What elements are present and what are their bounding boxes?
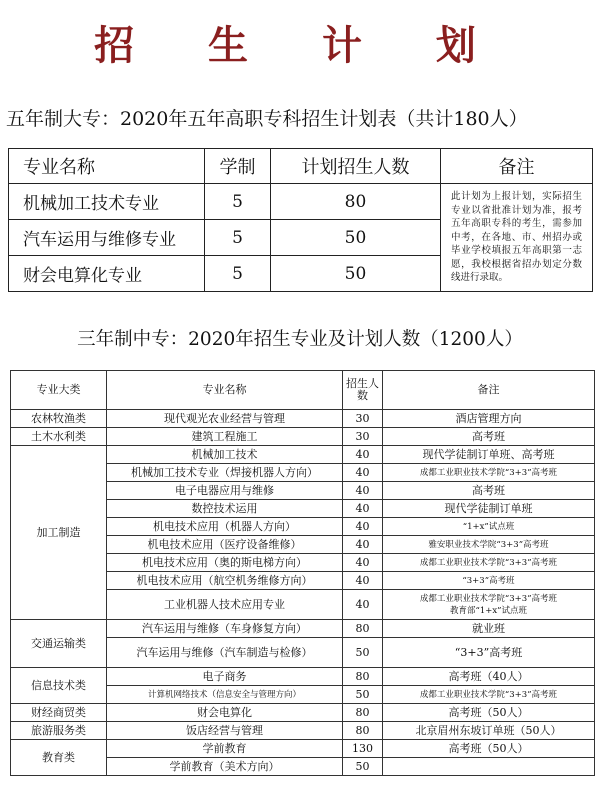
major-name: 饭店经营与管理 [107, 722, 343, 740]
header-major: 专业名称 [9, 149, 205, 184]
major-name: 建筑工程施工 [107, 428, 343, 446]
enroll-count: 80 [343, 668, 383, 686]
plan-count: 80 [271, 184, 441, 220]
enroll-count: 80 [343, 704, 383, 722]
enroll-count: 30 [343, 410, 383, 428]
major-name: 电子电器应用与维修 [107, 482, 343, 500]
table-row [9, 184, 593, 220]
major-name: 汽车运用与维修（汽车制造与检修） [107, 638, 343, 668]
three-year-heading: 三年制中专：2020年招生专业及计划人数（1200人） [77, 329, 523, 350]
major-name: 机械加工技术 [107, 446, 343, 464]
remark: 高考班 [383, 482, 595, 500]
major-name: 电子商务 [107, 668, 343, 686]
years: 5 [205, 256, 271, 292]
major-name: 财会电算化专业 [9, 256, 205, 292]
category: 旅游服务类 [11, 722, 107, 740]
remark: “1+x”试点班 [383, 518, 595, 536]
page-title: 招 生 计 划 [94, 23, 506, 69]
plan-note: 此计划为上报计划，实际招生专业以省批准计划为准，报考五年高职专科的考生，需参加中考，在各地、市、州招办或毕业学校填报五年高职第一志愿，我校根据省招办划定分数线进行录取。 [441, 184, 593, 292]
table-row [11, 410, 595, 428]
category: 加工制造 [11, 446, 107, 620]
major-name: 学前教育 [107, 740, 343, 758]
five-year-heading: 五年制大专：2020年五年高职专科招生计划表（共计180人） [6, 108, 528, 130]
table-row [11, 722, 595, 740]
remark: 就业班 [383, 620, 595, 638]
remark: 成都工业职业技术学院“3+3”高考班 [383, 686, 595, 704]
category: 信息技术类 [11, 668, 107, 704]
enroll-count: 40 [343, 518, 383, 536]
header-years: 学制 [205, 149, 271, 184]
major-name: 机械加工技术专业（焊接机器人方向） [107, 464, 343, 482]
remark: 雅安职业技术学院“3+3”高考班 [383, 536, 595, 554]
table-header-row [9, 149, 593, 184]
enroll-count: 40 [343, 500, 383, 518]
remark: 现代学徒制订单班、高考班 [383, 446, 595, 464]
years: 5 [205, 220, 271, 256]
enroll-count: 50 [343, 758, 383, 776]
header-note: 备注 [441, 149, 593, 184]
enroll-count: 80 [343, 620, 383, 638]
major-name: 机械加工技术专业 [9, 184, 205, 220]
remark: “3+3”高考班 [383, 638, 595, 668]
enroll-count: 130 [343, 740, 383, 758]
enroll-count: 40 [343, 590, 383, 620]
major-name: 机电技术应用（医疗设备维修） [107, 536, 343, 554]
remark: 酒店管理方向 [383, 410, 595, 428]
table-row [11, 704, 595, 722]
table-row [11, 740, 595, 758]
table-row [11, 668, 595, 686]
table-row [11, 428, 595, 446]
major-name: 机电技术应用（奥的斯电梯方向） [107, 554, 343, 572]
major-name: 汽车运用与维修专业 [9, 220, 205, 256]
category: 交通运输类 [11, 620, 107, 668]
header-major: 专业名称 [107, 371, 343, 410]
enroll-count: 40 [343, 572, 383, 590]
five-year-plan-table [8, 148, 593, 292]
major-name: 数控技术运用 [107, 500, 343, 518]
category: 财经商贸类 [11, 704, 107, 722]
enroll-count: 40 [343, 446, 383, 464]
plan-count: 50 [271, 256, 441, 292]
plan-count: 50 [271, 220, 441, 256]
enroll-count: 40 [343, 536, 383, 554]
major-name: 汽车运用与维修（车身修复方向） [107, 620, 343, 638]
enroll-count: 30 [343, 428, 383, 446]
remark: 成都工业职业技术学院“3+3”高考班 [383, 554, 595, 572]
table-row [11, 446, 595, 464]
table-row [11, 620, 595, 638]
header-category: 专业大类 [11, 371, 107, 410]
major-name: 学前教育（美术方向） [107, 758, 343, 776]
remark: 成都工业职业技术学院“3+3”高考班 [383, 464, 595, 482]
major-name: 机电技术应用（航空机务维修方向） [107, 572, 343, 590]
enroll-count: 40 [343, 464, 383, 482]
remark: 现代学徒制订单班 [383, 500, 595, 518]
header-plan-count: 计划招生人数 [271, 149, 441, 184]
header-count: 招生人数 [343, 371, 383, 410]
category: 农林牧渔类 [11, 410, 107, 428]
three-year-plan-table [10, 370, 595, 776]
enroll-count: 50 [343, 686, 383, 704]
major-name: 计算机网络技术（信息安全与管理方向） [107, 686, 343, 704]
header-remark: 备注 [383, 371, 595, 410]
category: 教育类 [11, 740, 107, 776]
major-name: 财会电算化 [107, 704, 343, 722]
remark [383, 590, 595, 620]
remark-line: 教育部“1+x”试点班 [449, 605, 527, 616]
remark: 北京眉州东坡订单班（50人） [383, 722, 595, 740]
remark [383, 758, 595, 776]
table-header-row [11, 371, 595, 410]
remark-line: 成都工业职业技术学院“3+3”高考班 [419, 593, 558, 604]
enroll-count: 50 [343, 638, 383, 668]
enroll-count: 40 [343, 554, 383, 572]
remark: 高考班（50人） [383, 740, 595, 758]
major-name: 现代观光农业经营与管理 [107, 410, 343, 428]
years: 5 [205, 184, 271, 220]
remark: 高考班（50人） [383, 704, 595, 722]
category: 土木水利类 [11, 428, 107, 446]
remark: 高考班 [383, 428, 595, 446]
major-name: 工业机器人技术应用专业 [107, 590, 343, 620]
enroll-count: 40 [343, 482, 383, 500]
remark: 高考班（40人） [383, 668, 595, 686]
remark: “3+3”高考班 [383, 572, 595, 590]
major-name: 机电技术应用（机器人方向） [107, 518, 343, 536]
enroll-count: 80 [343, 722, 383, 740]
